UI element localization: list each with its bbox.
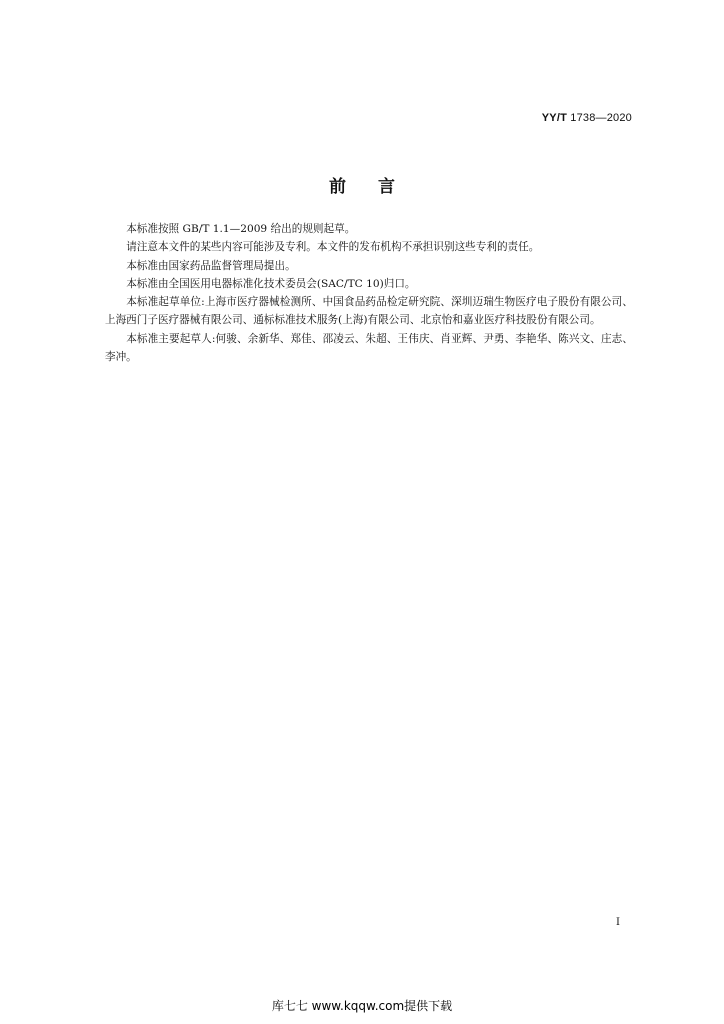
paragraph-patent-notice: 请注意本文件的某些内容可能涉及专利。本文件的发布机构不承担识别这些专利的责任。 xyxy=(126,241,540,254)
paragraph-proposer: 本标准由国家药品监督管理局提出。 xyxy=(126,259,296,272)
paragraph-drafters: 本标准主要起草人:何骏、余新华、郑佳、邵凌云、朱超、王伟庆、肖亚辉、尹勇、李艳华、陈兴文、庄志、李冲。 xyxy=(105,332,633,364)
standard-code-number: 1738—2020 xyxy=(567,112,632,124)
paragraph-technical-committee: 本标准由全国医用电器标准化技术委员会(SAC/TC 10)归口。 xyxy=(126,277,416,290)
paragraph-drafting-rules: 本标准按照 GB/T 1.1—2009 给出的规则起草。 xyxy=(126,223,356,235)
page-title: 前言 xyxy=(329,177,427,197)
page-number: I xyxy=(616,917,620,928)
standard-code xyxy=(542,112,632,124)
foreword-body xyxy=(105,220,633,366)
download-footer: 库七七 www.kqqw.com提供下载 xyxy=(271,999,453,1013)
paragraph-drafting-units: 本标准起草单位:上海市医疗器械检测所、中国食品药品检定研究院、深圳迈瑞生物医疗电子股份有限公司、上海西门子医疗器械有限公司、通标标准技术服务(上海)有限公司、北京怡和嘉业医疗科技股份有限公司。 xyxy=(105,296,633,327)
standard-code-prefix: YY/T xyxy=(541,112,567,124)
